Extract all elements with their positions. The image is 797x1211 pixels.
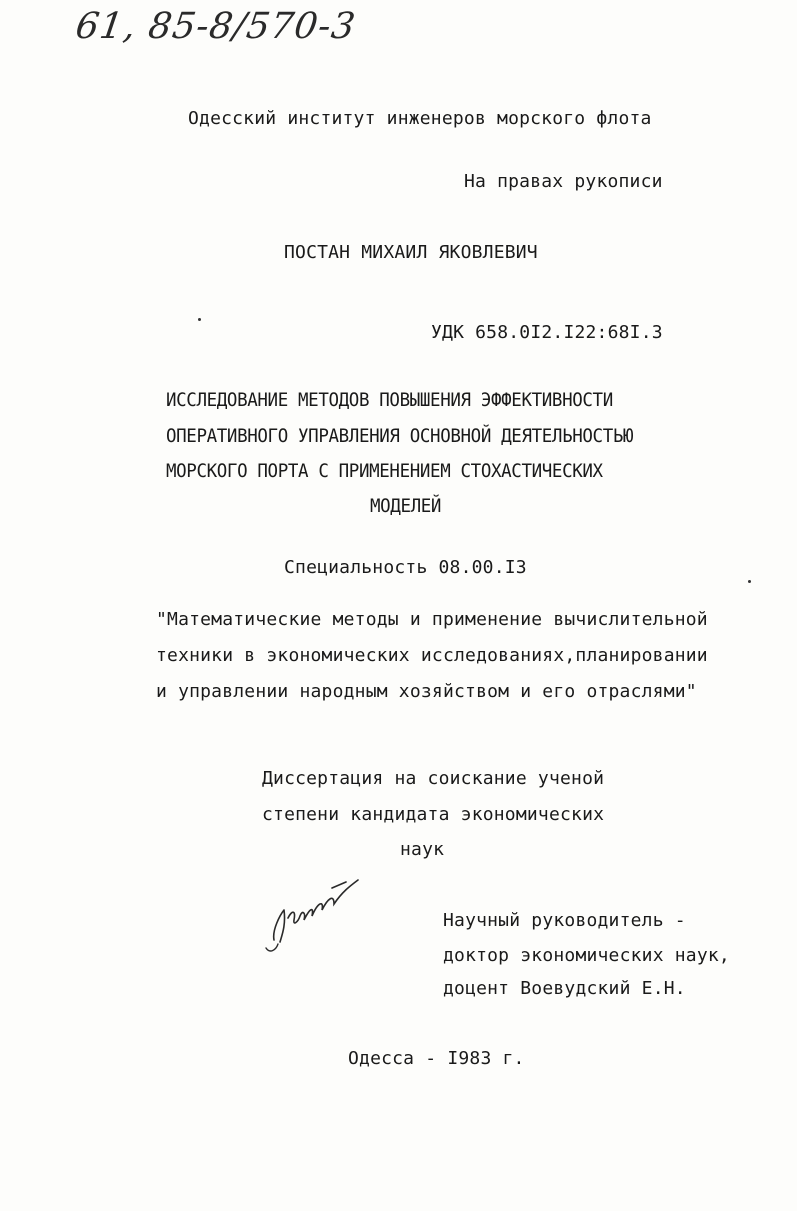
dissertation-note-line: наук (400, 839, 445, 860)
supervisor-line: доктор экономических наук, (443, 945, 730, 966)
city-year: Одесса - I983 г. (348, 1048, 525, 1069)
supervisor-line: доцент Воевудский Е.Н. (443, 978, 686, 999)
speck (748, 580, 751, 583)
manuscript-rights-note: На правах рукописи (464, 171, 663, 192)
author-name: ПОСТАН МИХАИЛ ЯКОВЛЕВИЧ (284, 242, 538, 263)
supervisor-line: Научный руководитель - (443, 910, 686, 931)
speck (198, 318, 201, 321)
title-line: МОРСКОГО ПОРТА С ПРИМЕНЕНИЕМ СТОХАСТИЧЕСКИХ (166, 460, 603, 482)
specialty-description-line: "Математические методы и применение вычислительной (156, 609, 708, 630)
dissertation-note-line: Диссертация на соискание ученой (262, 768, 605, 789)
specialty-description-line: техники в экономических исследованиях,планировании (156, 645, 708, 666)
specialty-code: Специальность 08.00.I3 (284, 557, 527, 578)
title-line: МОДЕЛЕЙ (370, 495, 442, 517)
signature (262, 870, 372, 960)
title-line: ИССЛЕДОВАНИЕ МЕТОДОВ ПОВЫШЕНИЯ ЭФФЕКТИВНОСТИ (166, 389, 613, 411)
handwritten-archive-code: 61, 85-8/570-3 (73, 6, 359, 47)
institute-name: Одесский институт инженеров морского флота (188, 108, 652, 129)
dissertation-note-line: степени кандидата экономических (262, 804, 605, 825)
udc-code: УДК 658.0I2.I22:68I.3 (431, 322, 663, 343)
title-line: ОПЕРАТИВНОГО УПРАВЛЕНИЯ ОСНОВНОЙ ДЕЯТЕЛЬНОСТЬЮ (166, 425, 634, 447)
specialty-description-line: и управлении народным хозяйством и его отраслями" (156, 681, 697, 702)
